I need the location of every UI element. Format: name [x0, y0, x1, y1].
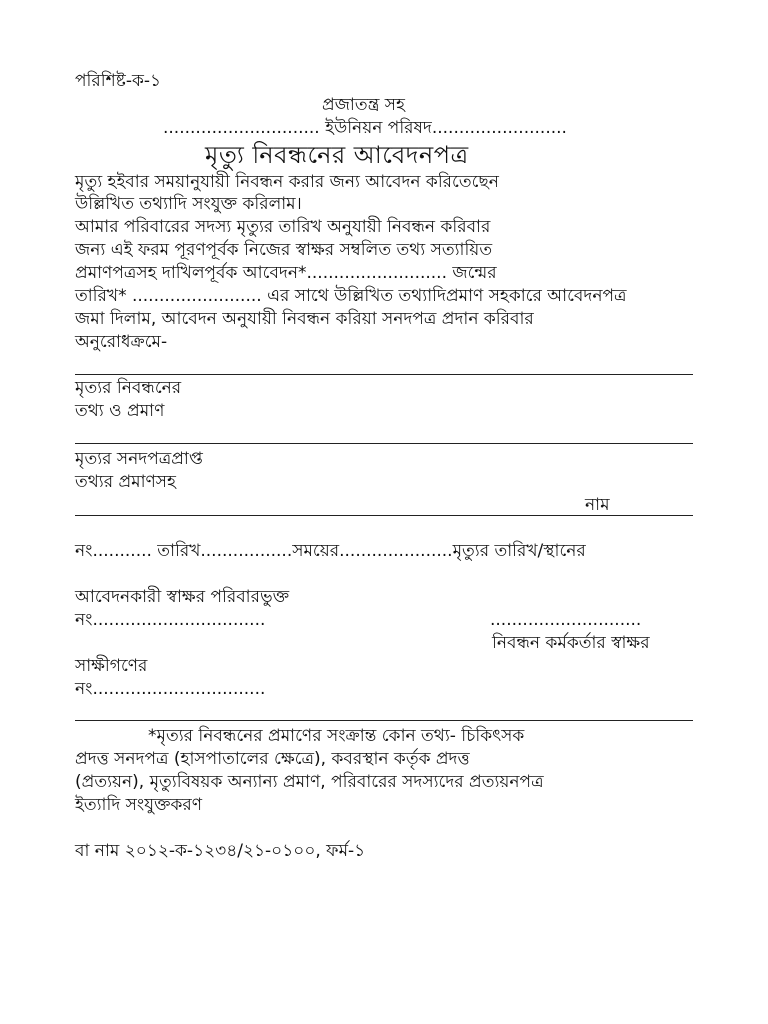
- witness-label: সাক্ষীগণের: [75, 656, 148, 676]
- signature-registrar-label: নিবন্ধন কর্মকর্তার স্বাক্ষর: [492, 633, 650, 653]
- note-line-1: *মৃত্যর নিবন্ধনের প্রমাণের সংক্রান্ত কোন তথ্য- চিকিৎসক: [148, 726, 525, 746]
- body-line-6: অনুরোধক্রমে-: [75, 332, 168, 352]
- header-line: প্রজাতন্ত্র সহ: [322, 95, 405, 115]
- divider-3: [75, 515, 693, 516]
- divider-4: [75, 720, 693, 721]
- office-line: ............................. ইউনিয়ন পরিষদ.........................: [163, 118, 567, 138]
- body-line-4: তারিখ* ........................ এর সাথে উল্লিখিত তথ্যাদিপ্রমাণ সহকারে আবেদনপত্র: [75, 286, 627, 306]
- document-title: মৃত্যু নিবন্ধনের আবেদনপত্র: [205, 141, 469, 169]
- divider-1: [75, 374, 693, 375]
- date-line: নং........... তারিখ.................সময়ের.....................মৃত্যুর তারিখ/স্থানের: [75, 541, 586, 561]
- body-line-1: আমার পরিবারের সদস্য মৃত্যুর তারিখ অনুযায়ী নিবন্ধন করিবার: [75, 217, 491, 237]
- body-line-5: জমা দিলাম, আবেদন অনুযায়ী নিবন্ধন করিয়া সনদপত্র প্রদান করিবার: [75, 309, 534, 329]
- section2-label: মৃত্যর সনদপত্রপ্রাপ্ত: [75, 449, 203, 469]
- note-line-4: ইত্যাদি সংযুক্তকরণ: [75, 795, 203, 815]
- signature-applicant-line: নং................................: [75, 610, 266, 630]
- section2-sublabel: তথ্যর প্রমাণসহ: [75, 472, 176, 492]
- section1-sublabel: তথ্য ও প্রমাণ: [75, 401, 165, 421]
- body-line-2: জন্য এই ফরম পূরণপূর্বক নিজের স্বাক্ষর সম্বলিত তথ্য সত্যায়িত: [75, 240, 493, 260]
- section1-label: মৃত্যর নিবন্ধনের: [75, 378, 182, 398]
- signature-registrar-line: ............................: [490, 610, 642, 630]
- note-line-2: প্রদত্ত সনদপত্র (হাসপাতালের ক্ষেত্রে), কবরস্থান কর্তৃক প্রদত্ত: [75, 749, 470, 769]
- signature-applicant-label: আবেদনকারী স্বাক্ষর পরিবারভুক্ত: [75, 587, 290, 607]
- intro-line-1: মৃত্যু হইবার সময়ানুযায়ী নিবন্ধন করার জন্য আবেদন করিতেছেন: [75, 172, 499, 192]
- divider-2: [75, 443, 693, 444]
- form-ref: পরিশিষ্ট-ক-১: [75, 71, 162, 91]
- footer-reference: বা নাম ২০১২-ক-১২৩৪/২১-০১০০, ফর্ম-১: [75, 841, 366, 861]
- body-line-3: প্রমাণপত্রসহ দাখিলপূর্বক আবেদন*.......................... জন্মের: [75, 263, 497, 283]
- witness-line: নং................................: [75, 679, 266, 699]
- section2-right-label: নাম: [585, 495, 610, 515]
- note-line-3: (প্রত্যয়ন), মৃত্যুবিষয়ক অন্যান্য প্রমাণ, পরিবারের সদস্যদের প্রত্যয়নপত্র: [75, 772, 544, 792]
- intro-line-2: উল্লিখিত তথ্যাদি সংযুক্ত করিলাম।: [75, 194, 302, 214]
